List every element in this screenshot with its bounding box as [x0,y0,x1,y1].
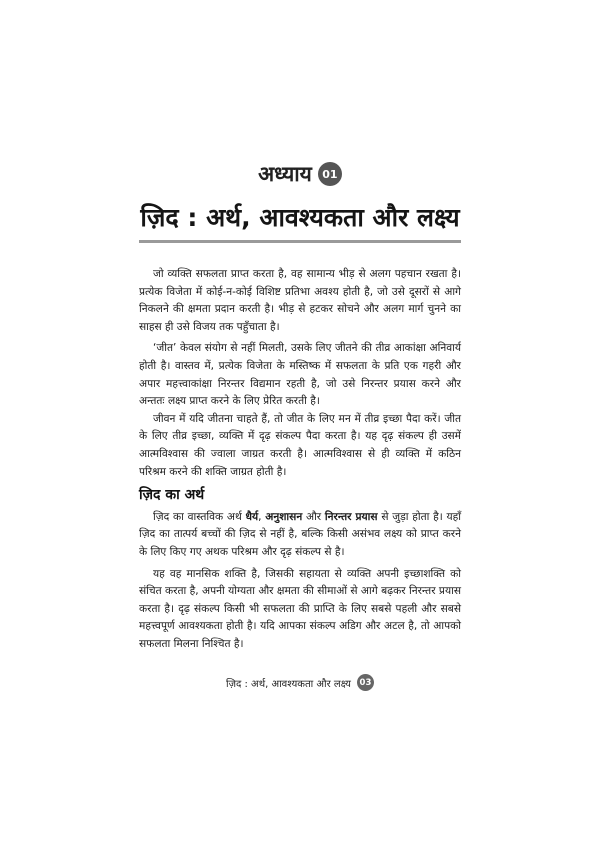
body-paragraph-2: ‘जीत’ केवल संयोग से नहीं मिलती, उसके लिए जीतने की तीव्र आकांक्षा अनिवार्य होती है। वास्तव में, प्रत्येक विजेता के मस्तिष्क में सफलता के प्रति एक गहरी और अपार महत्त्वाकांक्षा निरन्तर विद्यमान रहती है, जो उसे निरन्तर प्रयास करने और अन्ततः लक्ष्य प्राप्त करने के लिए प्रेरित करती है। [139,342,461,408]
chapter-label [0,160,600,188]
emphasis-discipline: अनुशासन [265,510,303,523]
section-paragraph-1 [139,509,461,562]
chapter-number-badge: 01 [318,162,342,186]
section-text-sep1: , [258,510,266,523]
section-heading: ज़िद का अर्थ [139,487,205,504]
section-paragraph-2: यह वह मानसिक शक्ति है, जिसकी सहायता से व्यक्ति अपनी इच्छाशक्ति को संचित करता है, अपनी योग्यता और क्षमता की सीमाओं से आगे बढ़कर निरन्तर प्रयास करता है। दृढ़ संकल्प किसी भी सफलता की प्राप्ति के लिए सबसे पहली और सबसे महत्त्वपूर्ण आवश्यकता होती है। यदि आपका संकल्प अडिग और अटल है, तो आपको सफलता मिलना निश्चित है। [139,567,461,650]
footer-title: ज़िद : अर्थ, आवश्यकता और लक्ष्य [226,678,351,690]
section-text-start: ज़िद का वास्तविक अर्थ [153,510,246,523]
page-content [139,266,461,653]
body-paragraph-1: जो व्यक्ति सफलता प्राप्त करता है, वह सामान्य भीड़ से अलग पहचान रखता है। प्रत्येक विजेता में कोई-न-कोई विशिष्ट प्रतिभा अवश्य होती है, जो उसे दूसरों से आगे निकलने की क्षमता प्रदान करती है। भीड़ से हटकर सोचने और अलग मार्ग चुनने का साहस ही उसे विजय तक पहुँचाता है। [139,268,461,333]
emphasis-continuous-effort: निरन्तर प्रयास [324,510,378,523]
page-footer [0,674,600,691]
title-divider [139,240,461,243]
chapter-word: अध्याय [258,162,312,186]
chapter-title: ज़िद : अर्थ, आवश्यकता और लक्ष्य [140,203,460,232]
body-paragraph-3: जीवन में यदि जीतना चाहते हैं, तो जीत के लिए मन में तीव्र इच्छा पैदा करें। जीत के लिए तीव्र इच्छा, व्यक्ति में दृढ़ संकल्प पैदा करता है। यह दृढ़ संकल्प ही उसमें आत्मविश्वास की ज्वाला जाग्रत करती है। आत्मविश्वास से ही व्यक्ति में कठिन परिश्रम करने की शक्ति जाग्रत होती है। [139,412,461,478]
section-text-end: से जुड़ा होता है। यहाँ ज़िद का तात्पर्य बच्चों की ज़िद से नहीं है, बल्कि किसी असंभव लक्ष्य को प्राप्त करने के लिए किए गए अथक परिश्रम और दृढ़ संकल्प से है। [139,510,461,558]
emphasis-patience: धैर्य [245,510,259,523]
page-number-badge: 03 [357,674,374,691]
section-text-sep2: और [302,510,325,523]
